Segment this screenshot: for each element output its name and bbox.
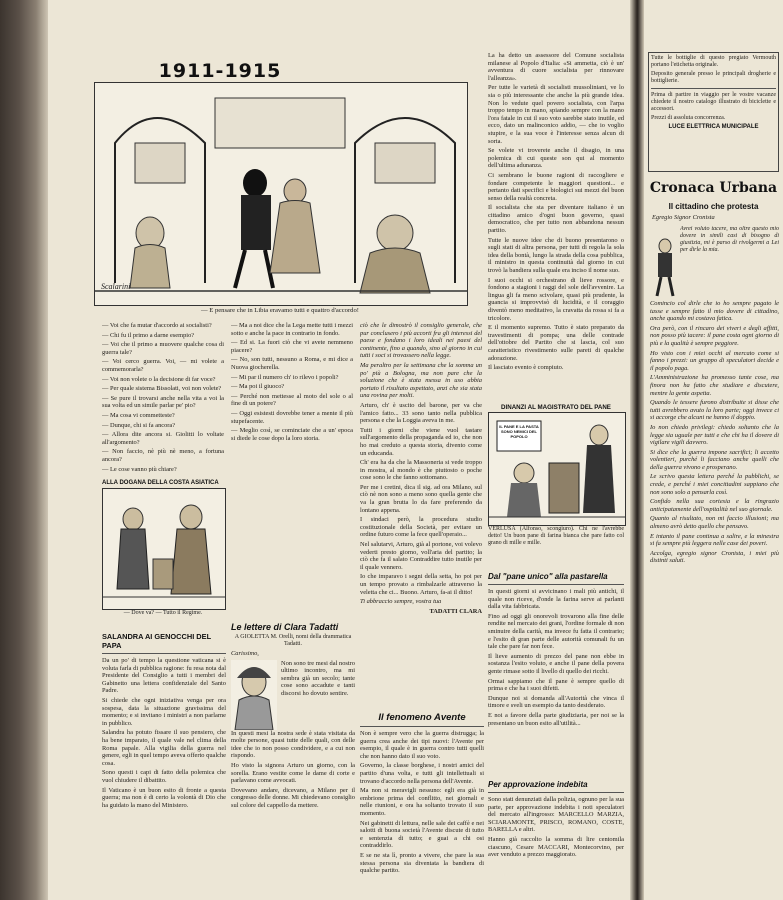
advertisement-block [648,52,779,172]
column-c [360,322,482,707]
dialogue-line: — Oggi esistesti dovrebbe tener a mente il più stupefacente. [231,409,353,425]
paragraph: I sindaci però, la procedura studio costituzionale della Società, per evitare un ordine futuro come la fece quell'operaio... [360,516,482,539]
paragraph: Io che imparavo i segni della setta, ho poi per un tempo provato a rimbalzarle attraverso la veletta che ci... Buono. Arturo, fa-ai il ditto! [360,573,482,596]
paragraph: Il lasciato evento è compiuto. [488,364,564,372]
cartoon-top-illustration [94,82,468,306]
article-salandra [102,630,226,895]
paragraph: Avrei voluto tacere, ma oltre questo mio dovere in simili casi di bisogno di giustizia, mi è parso di rivolgermi a Lei per dirle la mia. [680,226,779,253]
dialogue-line: — Se pure il trovarsi anche nella vita a voi la sua volta ed un simile parlar pe' pio? [102,394,224,410]
article-letter [231,620,355,898]
portrait-illustration [231,660,277,730]
column-d [488,52,624,398]
dialogue-line: — Non faccio, nè più nè meno, a fortuna ancora? [102,448,224,463]
paragraph: Si dice che la guerra impone sacrifici; li accetto volentieri, purché li facciano anche quelli che della guerra vivono e prosperano. [650,448,779,471]
paragraph: Nei gabinetti di lettura, nelle sale dei caffè e nei salotti di buona società l'Avente discute di tutto e sentenzia di tutto; e guai a chi osi contraddirlo. [360,819,484,850]
letter-intro: A GIOLETTA M. Orelli, nomi della drammatica Tadatti. [234,634,352,647]
dialogue-line: — Chi fu il primo a darne esempio? [102,331,195,339]
paragraph: Ormai sappiamo che il pane è sempre quello di prima e che ha i suoi difetti. [488,677,624,693]
cartoon-dogana-caption: — Dove va? — Tutto il Regime. [123,610,203,616]
cartoon-bread-title: DINANZI AL MAGISTRATO DEL PANE [501,404,611,411]
dialogue-line: — Le cose vanno più chiare? [102,465,177,472]
cartoon-dogana-drawing [103,489,225,609]
column-dialogue-b [231,322,353,612]
section-title-cronaca: Cronaca Urbana [649,180,778,196]
paragraph: E noi a favore della parte giudiziaria, per noi se la presentano un buon esito all'utilità... [488,711,624,727]
dialogue-line: — Ma a noi dice che la Lega mette tutti i mezzi sotto e anche la pace in contrario in fondo. [231,322,353,337]
dialogue-line: — Mi par il numero ch' io rilevo i popoli? [231,373,339,381]
paragraph: Per tutte le varietà di socialisti mussoliniani, ve lo sia o più interessante che anche la più grande idea. Non lo vedute quel povero socialista, con l'arpa troppo tempo in mano, spiando sempre con la mano l'ora fatale in cui il suo voto sarebbe stato inutile, ed ecco, dato un malinconico addio, — che io voglio stupire, e la sua voce è l'interesse senza alcun di sorta. [488,84,624,145]
paragraph: Ho visto la signora Arturo un giorno, con la sorella. Erano vestite come le dame di corte e parlavano come avvocati. [231,761,355,785]
right-page [644,0,783,900]
ad-text: Prima di partire in viaggio per le vostre vacanze chiedete il nostro catalogo illustrato di biciclette e accessori. [651,92,776,112]
cartoon-top-drawing [95,83,467,305]
headline-pane-unico: Dal "pane unico" alla pastarella [488,572,608,581]
headline-letter: Le lettere di Clara Tadatti [231,622,339,632]
column-cronaca [680,226,779,298]
dialogue-line: — Per quale sistema Bissolati, voi non volete? [102,385,222,393]
cartoon-dogana-title: ALLA DOGANA DELLA COSTA ASIATICA [102,480,219,486]
paragraph: Ma non si meravigli nessuno: egli era già in embrione prima del conflitto, nei giornali e nelle riunioni, e ora ha soltanto trovato il suo momento. [360,787,484,817]
divider [102,653,226,654]
paragraph: Tutti i giorni che viene vuol tastare sull'argomento della propaganda ed io, che non ho mai creduto a questa storia, divento come un educanda. [360,426,482,457]
dialogue-line: — No, son tutti, nessuno a Roma, e mi dice a Nuova giocherella. [231,356,353,371]
paragraph: Comincio col dirle che io ho sempre pagato le tasse e sempre fatto il mio dovere di cittadino, anche quando mi costava fatica. [650,300,779,323]
cartoon-title: 1911-1915 [158,60,282,82]
paragraph: Ho visto con i miei occhi al mercato come si fanno i prezzi: un gruppo di speculatori decide e il popolo paga. [650,349,779,372]
cartoon-bread-illustration [488,412,626,526]
paragraph: Io non chiedo privilegi: chiedo soltanto che la legge sia uguale per tutti e che chi ha il dovere di vigilare vigili davvero. [650,423,779,447]
divider [360,726,484,727]
paragraph: Fino ad oggi gli onorevoli trovarono alla fine delle rendite nel mercato dei grani, l'ordine formale di non sminuire della carità, ma invece fu fatta il contrario; e l'esito di gran parte delle autorità comunali fu un tale che pare far non fece. [488,612,624,651]
divider [488,792,624,793]
divider [651,88,776,89]
paragraph: Dovevano andare, dicevano, a Milano per il congresso delle donne. Mi chiedevano consiglio sul colore del cappello da mettere. [231,786,355,809]
column-dialogue-a [102,322,224,472]
paragraph: Le scrivo questa lettera perché la pubblichi, se crede, e perché i miei concittadini sappiano che non sono solo a pensarla così. [650,473,779,496]
page-gutter [630,0,644,900]
subtitle-cittadino: Il cittadino che protesta [668,202,759,211]
cartoon-top-caption: — E pensare che in Libia eravamo tutti e quattro d'accordo! [201,307,359,314]
paragraph: ciò che le dimostrò il consiglio generale, che pur conclusero i più accorti fra gli interessi del paese e fondano i loro ideali nei paesi del continente, fino a quando, sino al giorno in cui tutti i soci si trovassero nella legge. [360,322,482,360]
dialogue-line: — Voi che fa mutar d'accordo ai socialisti? [102,322,212,329]
dialogue-line: — Meglio così, se cominciate che a un' epoca si diede le cose dopo la loro storia. [231,427,353,442]
paragraph: Il lieve aumento di prezzo del pane non ebbe in sostanza l'esito voluto, e anche il pane della povera gente rimase sotto il livello di quello dei ricchi. [488,652,624,675]
article-pane-unico [488,570,624,775]
letter-signature: TADATTI CLARA [429,607,482,615]
paragraph: Salandra ha potuto fissare il suo pensiero, che ha bene imparato, il quale vale nel clima della Roma papale. Alla vigilia della guerra nel genere, egli in quel tempo aveva offerto qualche cosa. [102,729,226,767]
cartoon-bread-caption: VERLUSA (Alfonso, scongiuro). Chi ne l'avrebbe detto! Un buon pane di farina bianca che pare fatto col grano di mille e mille. [488,526,624,546]
dialogue-line: — Ed si. La fuori ciò che vi avete nemmeno piacere? [231,339,353,354]
paragraph: Per me i cretini, dica il sig. ad ora Milano, sul ciò nè non sono a meno sono quella gente che va la gran brutta lo da fare preferendo da lontano appena. [360,483,482,514]
column-cronaca-continued [650,300,779,896]
paragraph: Ch' era ha da che la Massoneria si vede troppo in mostra, al mondo è che piuttosto o poche cose sono le che fanno sottomano. [360,459,482,482]
paragraph: Sono questi i capi di fatto della polemica che vuol chiudere il dibattito. [102,769,226,784]
article-approvazione [488,778,624,896]
paragraph: Non è sempre vero che la guerra distrugga; la guerra crea anche dei tipi nuovi: l'Avente per esempio, il quale è in guerra contro tutti quelli che non hanno dato il suo voto. [360,730,484,760]
article-fenomeno [360,710,484,898]
paragraph: Sono stati denunziati dalla polizia, ognuno per la sua parte, per approvazione indebita i noti speculatori del mercato all'ingrosso: MARCELLO MARZIA, SCIARAMONTE, PRISCO, ROMANO, COSTE, BARELLA e altri. [488,796,624,834]
dialogue-line: — Voi non volete o la decisione di far voce? [102,375,216,383]
paragraph: E il momento supremo. Tutto è stato preparato da travestimenti di pompa; una delle contrade dell'ottobre del Partito che si lascia, col suo caratteristico rivestimento sulle pareti di qualche adorazione. [488,324,624,362]
book-binding [0,0,48,900]
paragraph: Confido nella sua cortesia e la ringrazio anticipatamente dell'ospitalità nel suo giornale. [650,498,779,513]
dialogue-line: — Voi che il primo a muovere qualche cosa di guerra tale? [102,341,224,356]
paragraph: Ma peraltro per la settimana che la somma un po' più a Bologna, ma non pare che la soluzione che è stata messa in uso abbia portato il risultato aspettato, anzi che sia stata una rovina per molti. [360,361,482,400]
paragraph: Quando le tessere furono distribuite si disse che tutti avrebbero avuto la loro parte; oggi invece ci si accorge che alcuni ne hanno il doppio. [650,399,779,422]
paragraph: Il Vaticano è un buon esito di fronte a questa guerra; ma non è di certo la volontà di Dio che ha guidato la mano del Ministero. [102,786,226,809]
cartoon-dogana-illustration [102,488,226,610]
paragraph: Se volete vi troverete anche il disagio, in una polemica di cui queste son qui al momento dell'ultima adunanza. [488,147,624,170]
paragraph: I suoi occhi si orchestrano di lieve rossore, e fondono a stagioni i raggi del sole dell'avvenire. La lingua gli fa meno scivolare, quasi più prudente, la guancia si improvvisò di lucidità, e il coraggio diventò meno meditativo, la cravatta da rossa si fa a tricolore. [488,276,624,322]
dialogue-line: — Ma cosa vi commetteste? [102,411,175,419]
paragraph: Ci sembrano le buone ragioni di raccogliere e fondare competente le maggiori questioni... e pertanto dati specifici e biologici sui mezzi del buon senso della realtà concreta. [488,171,624,202]
dialogue-line: — Dunque, chi si fa ancora? [102,421,176,429]
letter-salutation: Carissimo, [231,650,259,657]
paragraph: L'Amministrazione ha promesso tante cose, ma finora non ha fatto che studiare e discutere, mentre la gente aspetta. [650,374,779,397]
cartoon-signature: Scalarini [101,282,131,291]
paragraph: Non sono tre mesi dal nostro ultimo incontro, ma mi sembra già un secolo; tante cose sono accadute e tanti discorsi ho dovuto sentire. [281,659,355,697]
dialogue-line: — Voi cerco guerra. Voi, — mi volete a commemorarla? [102,358,224,373]
headline-approvazione: Per approvazione indebita [488,780,588,789]
paragraph: Quanto al risultato, non mi faccio illusioni; ma almeno avrò detto quello che pensavo. [650,515,779,531]
paragraph: E intanto il pane continua a salire, e la minestra si fa sempre più leggera nelle case dei poveri. [650,532,779,548]
paragraph: Governo, la classe borghese, i nostri amici del partito d'una volta, e tutti gli intellettuali si trovano d'accordo nella persona dell'Avente. [360,762,484,785]
dialogue-line: — Ma poi il giuoco? [231,383,285,391]
paragraph: In questi mesi la nostra sede è stata visitata da molte persone, quasi tutte delle quali, con delle idee che io non posso condividere, e a cui non rispondo. [231,729,355,760]
ad-footer: LUCE ELETTRICA MUNICIPALE [668,124,759,130]
divider [488,584,624,585]
cartoon-bread-sign: IL PANE E LA PASTA SONO NEMICI DEL POPOLO [499,424,539,439]
headline-salandra: SALANDRA AI GENOCCHI DEL PAPA [102,632,211,650]
paragraph: Accolga, egregio signor Cronista, i miei più distinti saluti. [650,549,779,565]
paragraph: Il socialista che sta per diventare italiano è un cittadino amico d'ogni buon governo, quasi democratico, che per tutto non abbandona nessun partito. [488,204,624,235]
dialogue-line: — Perché non mettesse al moto del sole o al fine di un potere? [231,392,353,408]
paragraph: La ha detto un assessore del Comune socialista milanese al Popolo d'Italia: «Si ammetta, ciò è un' avventura di cuore socialista per rinnovare l'alleanza». [488,52,624,82]
left-page [48,0,630,900]
paragraph: Dunque noi si domanda all'Autorità che vinca il timore e sveli un esempio da tanto desiderato. [488,694,624,710]
headline-fenomeno: Il fenomeno Avente [378,712,466,723]
paragraph: Si chiede che ogni iniziativa venga per ora sospesa, data la situazione gravissima del momento; e si invitano i ministri a non parlarne in pubblico. [102,696,226,727]
paragraph: Tutte le nuove idee che di buono presentarono o sugli stati di altra persona, per tutti di regola la sola idea della bontà, lungo la strada della cosa pubblica, il ministro in questa continuità dal giorno in cui trovò la bandiera sulla quale era inciso il nome suo. [488,236,624,275]
paragraph: In questi giorni si avvicinano i mali più antichi, il quale non riceve, d'onde la farina serve ai parlanti dalla vita fabbricata. [488,588,624,611]
paragraph: Ora però, con il rincaro dei viveri e degli affitti, non posso più tacere: il pane costa ogni giorno di più e la qualità è sempre peggiore. [650,324,779,347]
walking-man-illustration [652,238,678,298]
paragraph: Hanno già raccolto la somma di lire centomila ciascuno, Cesare MACCARI, Montecorvino, per aver venduto a prezzo maggiorato. [488,835,624,859]
ad-text: Prezzi di assoluta concorrenza. [651,115,726,121]
dialogue-line: — Allora dite ancora si. Giolitti lo voltate all'argomento? [102,431,224,446]
letter-closing: Ti abbraccio sempre, vostra tua [360,598,442,606]
salutation: Egregio Signor Cronista [652,214,715,221]
paragraph: Da un po' di tempo la questione vaticana si è voluta farla di pubblica ragione: fu resa nota dal Presidente del Consiglio a tutti i membri del Gabinetto una lettera confidenziale del Santo Padre. [102,657,226,695]
paragraph: Arturo, ch' è uscito del barone, per va che l'amico fatto... 33 sono tanto nella pubblica persona e che la Loggia aveva in me. [360,401,482,425]
ad-text: Tutte le bottiglie di questo pregiato Vermouth portano l'etichetta originale. [651,55,776,68]
ad-text: Deposito generale presso le principali drogherie e bottiglierie. [651,71,776,84]
paragraph: E se ne sta lì, pronto a vivere, che pare la sua stessa persona sia diventata la bandiera di qualche partito. [360,851,484,875]
paragraph: Nel salutarvi, Arturo, già al portone, voi volevo vederti presto giorno, voll'aria del partito; la ciò che fa il salato Contraddire tutto inutile per il quale vennero. [360,541,482,571]
